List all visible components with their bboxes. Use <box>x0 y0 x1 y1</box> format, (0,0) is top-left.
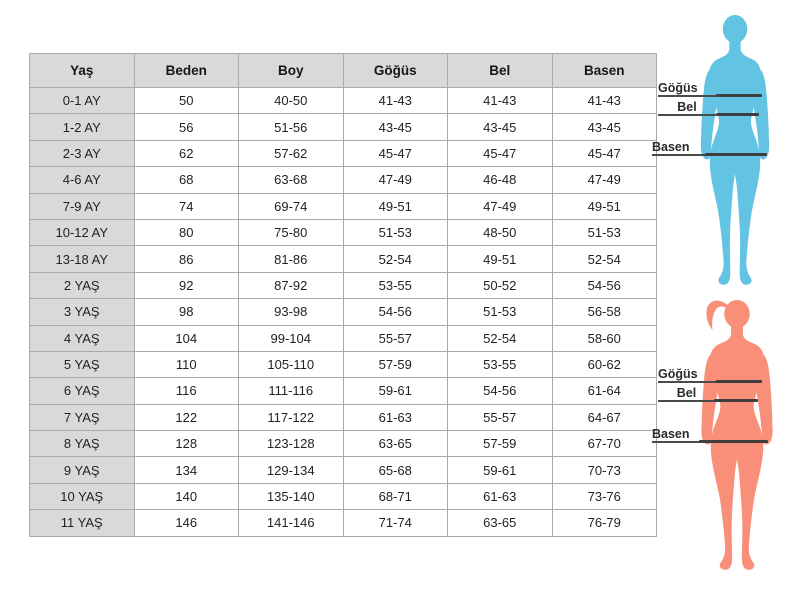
value-cell: 50 <box>134 88 239 114</box>
value-cell: 47-49 <box>343 167 448 193</box>
value-cell: 111-116 <box>239 378 344 404</box>
value-cell: 116 <box>134 378 239 404</box>
waist-measure-label-pink: Bel <box>658 387 715 402</box>
value-cell: 87-92 <box>239 272 344 298</box>
value-cell: 43-45 <box>448 114 553 140</box>
value-cell: 57-59 <box>343 351 448 377</box>
value-cell: 141-146 <box>239 510 344 536</box>
value-cell: 80 <box>134 219 239 245</box>
value-cell: 57-62 <box>239 140 344 166</box>
column-header: Bel <box>448 54 553 88</box>
value-cell: 46-48 <box>448 167 553 193</box>
hip-measure-line-pink <box>699 440 768 443</box>
table-row <box>30 246 657 272</box>
value-cell: 55-57 <box>343 325 448 351</box>
head-shape <box>723 15 747 43</box>
value-cell: 41-43 <box>448 88 553 114</box>
column-header: Basen <box>552 54 657 88</box>
hip-measure-label-blue: Basen <box>652 141 707 156</box>
value-cell: 47-49 <box>552 167 657 193</box>
value-cell: 67-70 <box>552 431 657 457</box>
age-cell: 9 YAŞ <box>30 457 135 483</box>
value-cell: 59-61 <box>448 457 553 483</box>
age-cell: 0-1 AY <box>30 88 135 114</box>
table-row <box>30 299 657 325</box>
value-cell: 140 <box>134 483 239 509</box>
table-row <box>30 114 657 140</box>
age-cell: 4 YAŞ <box>30 325 135 351</box>
value-cell: 98 <box>134 299 239 325</box>
table-row <box>30 457 657 483</box>
value-cell: 51-53 <box>448 299 553 325</box>
chest-measure-label-blue: Göğüs <box>658 82 716 97</box>
value-cell: 45-47 <box>552 140 657 166</box>
table-row <box>30 219 657 245</box>
age-cell: 2 YAŞ <box>30 272 135 298</box>
table-body <box>30 88 657 537</box>
age-cell: 1-2 AY <box>30 114 135 140</box>
value-cell: 117-122 <box>239 404 344 430</box>
chest-measure-line-pink <box>716 380 762 383</box>
value-cell: 65-68 <box>343 457 448 483</box>
value-cell: 123-128 <box>239 431 344 457</box>
waist-measure-line-blue <box>716 113 759 116</box>
value-cell: 40-50 <box>239 88 344 114</box>
value-cell: 76-79 <box>552 510 657 536</box>
table-row <box>30 140 657 166</box>
value-cell: 47-49 <box>448 193 553 219</box>
size-table <box>29 53 657 537</box>
value-cell: 56 <box>134 114 239 140</box>
value-cell: 134 <box>134 457 239 483</box>
value-cell: 110 <box>134 351 239 377</box>
value-cell: 50-52 <box>448 272 553 298</box>
hip-measure-line-blue <box>705 153 767 156</box>
column-header: Göğüs <box>343 54 448 88</box>
value-cell: 51-53 <box>343 219 448 245</box>
value-cell: 54-56 <box>448 378 553 404</box>
value-cell: 56-58 <box>552 299 657 325</box>
value-cell: 62 <box>134 140 239 166</box>
value-cell: 61-63 <box>343 404 448 430</box>
value-cell: 122 <box>134 404 239 430</box>
silhouette-shape-blue <box>701 15 769 285</box>
value-cell: 48-50 <box>448 219 553 245</box>
age-cell: 2-3 AY <box>30 140 135 166</box>
table-row <box>30 378 657 404</box>
value-cell: 60-62 <box>552 351 657 377</box>
value-cell: 61-63 <box>448 483 553 509</box>
value-cell: 57-59 <box>448 431 553 457</box>
value-cell: 63-68 <box>239 167 344 193</box>
age-cell: 3 YAŞ <box>30 299 135 325</box>
column-header: Beden <box>134 54 239 88</box>
waist-measure-label-blue: Bel <box>658 101 716 116</box>
table-row <box>30 88 657 114</box>
value-cell: 104 <box>134 325 239 351</box>
value-cell: 86 <box>134 246 239 272</box>
column-header: Yaş <box>30 54 135 88</box>
value-cell: 68-71 <box>343 483 448 509</box>
table-row <box>30 431 657 457</box>
table-row <box>30 167 657 193</box>
table-row <box>30 272 657 298</box>
age-cell: 10 YAŞ <box>30 483 135 509</box>
value-cell: 135-140 <box>239 483 344 509</box>
value-cell: 53-55 <box>343 272 448 298</box>
value-cell: 70-73 <box>552 457 657 483</box>
value-cell: 128 <box>134 431 239 457</box>
value-cell: 99-104 <box>239 325 344 351</box>
column-header: Boy <box>239 54 344 88</box>
value-cell: 71-74 <box>343 510 448 536</box>
age-cell: 6 YAŞ <box>30 378 135 404</box>
value-cell: 75-80 <box>239 219 344 245</box>
value-cell: 64-67 <box>552 404 657 430</box>
table-row <box>30 404 657 430</box>
header-row <box>30 54 657 88</box>
value-cell: 63-65 <box>343 431 448 457</box>
value-cell: 74 <box>134 193 239 219</box>
table-row <box>30 193 657 219</box>
value-cell: 81-86 <box>239 246 344 272</box>
chest-measure-label-pink: Göğüs <box>658 368 717 383</box>
table-row <box>30 325 657 351</box>
age-cell: 5 YAŞ <box>30 351 135 377</box>
table-row <box>30 483 657 509</box>
age-cell: 8 YAŞ <box>30 431 135 457</box>
value-cell: 43-45 <box>343 114 448 140</box>
value-cell: 49-51 <box>448 246 553 272</box>
value-cell: 146 <box>134 510 239 536</box>
value-cell: 53-55 <box>448 351 553 377</box>
value-cell: 51-56 <box>239 114 344 140</box>
waist-measure-line-pink <box>714 399 758 402</box>
body-shape <box>709 40 762 284</box>
value-cell: 52-54 <box>448 325 553 351</box>
value-cell: 52-54 <box>552 246 657 272</box>
age-cell: 7 YAŞ <box>30 404 135 430</box>
table-header <box>30 54 657 88</box>
value-cell: 59-61 <box>343 378 448 404</box>
silhouette-shape-pink <box>701 300 772 570</box>
value-cell: 93-98 <box>239 299 344 325</box>
ponytail-shape <box>706 301 727 330</box>
age-cell: 11 YAŞ <box>30 510 135 536</box>
value-cell: 54-56 <box>552 272 657 298</box>
age-cell: 10-12 AY <box>30 219 135 245</box>
age-cell: 13-18 AY <box>30 246 135 272</box>
value-cell: 55-57 <box>448 404 553 430</box>
value-cell: 49-51 <box>552 193 657 219</box>
value-cell: 49-51 <box>343 193 448 219</box>
value-cell: 45-47 <box>343 140 448 166</box>
value-cell: 41-43 <box>552 88 657 114</box>
value-cell: 69-74 <box>239 193 344 219</box>
age-cell: 4-6 AY <box>30 167 135 193</box>
hip-measure-label-pink: Basen <box>652 428 700 443</box>
chest-measure-line-blue <box>716 94 762 97</box>
table-row <box>30 510 657 536</box>
head-shape <box>724 300 749 328</box>
value-cell: 105-110 <box>239 351 344 377</box>
value-cell: 63-65 <box>448 510 553 536</box>
value-cell: 54-56 <box>343 299 448 325</box>
value-cell: 43-45 <box>552 114 657 140</box>
value-cell: 52-54 <box>343 246 448 272</box>
value-cell: 58-60 <box>552 325 657 351</box>
body-shape <box>709 325 764 569</box>
table-row <box>30 351 657 377</box>
value-cell: 51-53 <box>552 219 657 245</box>
value-cell: 61-64 <box>552 378 657 404</box>
value-cell: 73-76 <box>552 483 657 509</box>
age-cell: 7-9 AY <box>30 193 135 219</box>
value-cell: 45-47 <box>448 140 553 166</box>
value-cell: 41-43 <box>343 88 448 114</box>
value-cell: 68 <box>134 167 239 193</box>
value-cell: 92 <box>134 272 239 298</box>
value-cell: 129-134 <box>239 457 344 483</box>
